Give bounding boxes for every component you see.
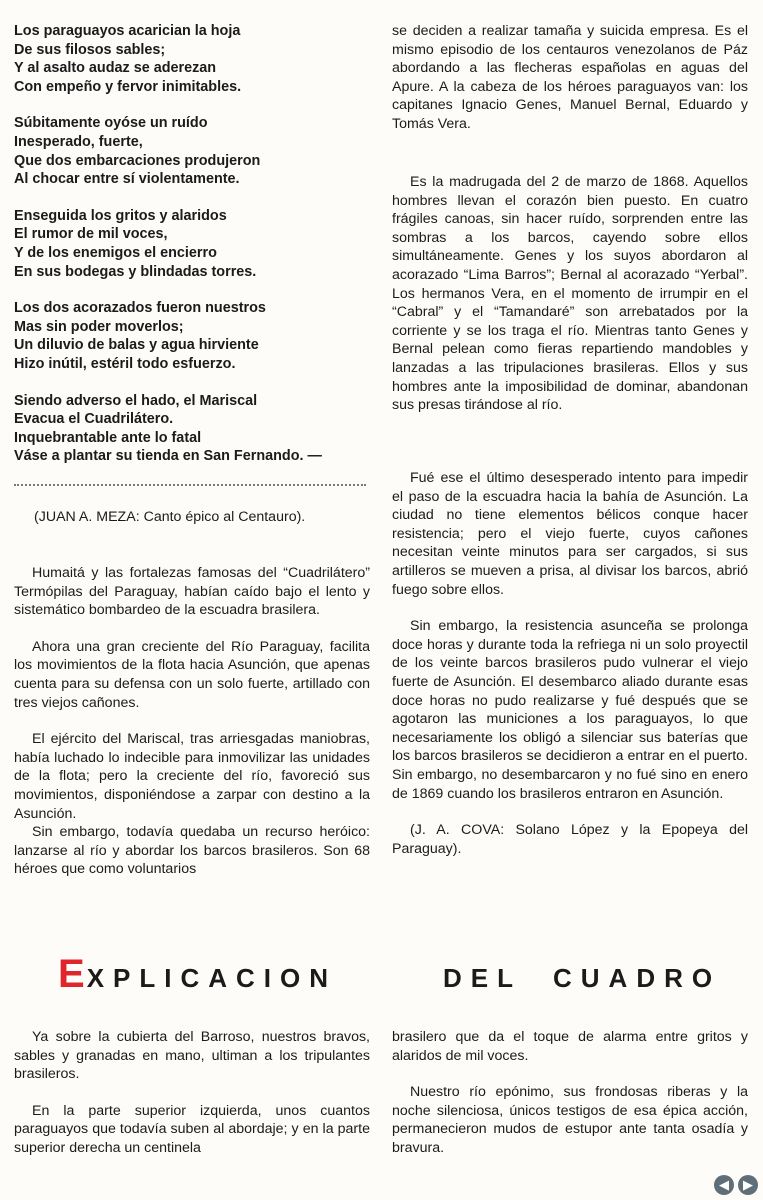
right-prose-column-middle [392,173,748,415]
poem-line: Inesperado, fuerte, [14,133,143,150]
poem-line: Enseguida los gritos y alaridos [14,207,227,224]
poem-line: Que dos embarcaciones produjeron [14,152,261,169]
previous-page-button[interactable] [714,1175,734,1195]
heading-word-del: DEL [443,963,522,993]
paragraph: Es la madrugada del 2 de marzo de 1868. Aquellos hombres llevan el corazón bien puesto. En cuatro frágiles canoas, sin hacer ruído, sorprenden entre las sombras a los barcos, cayendo sobre ellos simultáneamente. Genes y los suyos abordaron al acorazado “Lima Barros”; Bernal al acorazado “Yerbal”. Los hermanos Vera, en el momento de irrumpir en el “Cabral” y el “Tamandaré” son arrebatados por la corriente y se los traga el río. Mientras tanto Genes y Bernal pelean como fieras repartiendo mandobles y lanzadas a las tripulaciones brasileras. Ellos y sus hombres ante la imposibilidad de dominar, abandonan sus presas tirándose al río. [392,174,748,414]
poem-stanza [14,299,374,373]
heading-word-explicacion [58,952,337,997]
paragraph: En la parte superior izquierda, unos cuantos paraguayos que todavía suben al abordaje; y en la parte superior derecha un centinela [14,1102,370,1156]
paragraph: se deciden a realizar tamaña y suicida empresa. Es el mismo episodio de los centauros venezolanos de Páz abordando a las flecheras españolas en aguas del Apure. A la cabeza de los héroes paraguayos van: los capitanes Ignacio Genes, Manuel Bernal, Eduardo y Tomás Vera. [392,23,748,132]
poem-line: Hizo inútil, estéril todo esfuerzo. [14,355,236,372]
poem-line: Y de los enemigos el encierro [14,244,217,261]
poem-line: Inquebrantable ante lo fatal [14,429,202,446]
section-heading [58,952,722,996]
poem-line: Siendo adverso el hado, el Mariscal [14,392,258,409]
left-prose-column [14,564,370,879]
dotted-divider [14,484,366,488]
right-prose-column-lower [392,469,748,858]
poem-line: Evacua el Cuadrilátero. [14,411,174,428]
poem-line: Y al asalto audaz se aderezan [14,60,217,77]
poem [14,22,374,484]
heading-initial: E [58,952,87,996]
right-prose-column-top [392,22,748,134]
paragraph: Sin embargo, la resistencia asunceña se prolonga doce horas y durante toda la refriega ni un solo proyectil de los veinte barcos brasileros pudo vulnerar el viejo fuerte de Asunción. El desembarco aliado durante esas doce horas no pudo realizarse y fué después que se agotaron las municiones a los paraguayos, lo que necesariamente los obligó a silenciar sus baterías que los barcos brasileros se decidieron a entrar en el puerto. Sin embargo, no desembarcaron y no fué sino en enero de 1869 cuando los brasileros entraron en Asunción. [392,618,748,802]
poem-citation: (JUAN A. MEZA: Canto épico al Centauro). [34,509,306,525]
heading-word-cuadro: CUADRO [553,963,722,993]
poem-line: Al chocar entre sí violentamente. [14,171,240,188]
paragraph: Ahora una gran creciente del Río Paraguay, facilita los movimientos de la flota hacia Asunción, que apenas cuenta para su defensa con un solo fuerte, artillado con tres viejos cañones. [14,638,370,711]
next-page-button[interactable] [738,1175,758,1195]
paragraph: Nuestro río epónimo, sus frondosas riberas y la noche silenciosa, únicos testigos de esa épica acción, permanecieron mudos de estupor ante tanta osadía y bravura. [392,1084,748,1156]
paragraph: Sin embargo, todavía quedaba un recurso heróico: lanzarse al río y abordar los barcos brasileros. Son 68 héroes que como voluntarios [14,824,370,878]
poem-line: De sus filosos sables; [14,41,166,58]
heading-rest: XPLICACION [86,963,338,993]
poem-stanza [14,207,374,281]
paragraph: Humaitá y las fortalezas famosas del “Cuadrilátero” Termópilas del Paraguay, habían caído bajo el lento y sistemático bombardeo de la escuadra brasilera. [14,565,370,619]
paragraph: Fué ese el último desesperado intento para impedir el paso de la escuadra hacia la bahía de Asunción. La ciudad no tiene elementos bélicos conque hacer resistencia; pero el viejo fuerte, cuyos cañones necesitan veinte minutos para ser cargados, si sus artilleros se mueven a prisa, al divisar los barcos, abrió fuego sobre ellos. [392,470,748,598]
bottom-left-column [14,1028,370,1158]
paragraph: Ya sobre la cubierta del Barroso, nuestros bravos, sables y granadas en mano, ultiman a los tripulantes brasileros. [14,1029,370,1083]
poem-line: Súbitamente oyóse un ruído [14,115,208,132]
poem-line: Un diluvio de balas y agua hirviente [14,337,259,354]
arrow-left-icon: ◀ [719,1177,729,1192]
poem-line: Váse a plantar su tienda en San Fernando. — [14,448,322,465]
bottom-right-column [392,1028,748,1158]
poem-line: Los paraguayos acarician la hoja [14,23,241,39]
paragraph: El ejército del Mariscal, tras arriesgadas maniobras, había luchado lo indecible para inmovilizar las unidades de la flota; pero la creciente del río, favoreció sus movimientos, disponiéndose a zarpar con destino a la Asunción. [14,731,370,822]
source-citation: (J. A. COVA: Solano López y la Epopeya del Paraguay). [392,822,748,857]
paragraph: brasilero que da el toque de alarma entre gritos y alaridos de mil voces. [392,1029,748,1064]
poem-line: En sus bodegas y blindadas torres. [14,263,257,280]
poem-stanza [14,392,374,466]
poem-stanza [14,114,374,188]
poem-line: El rumor de mil voces, [14,226,168,243]
poem-line: Los dos acorazados fueron nuestros [14,300,266,317]
poem-line: Con empeño y fervor inimitables. [14,78,242,95]
poem-line: Mas sin poder moverlos; [14,318,184,335]
arrow-right-icon: ▶ [743,1177,753,1192]
poem-stanza [14,22,374,96]
